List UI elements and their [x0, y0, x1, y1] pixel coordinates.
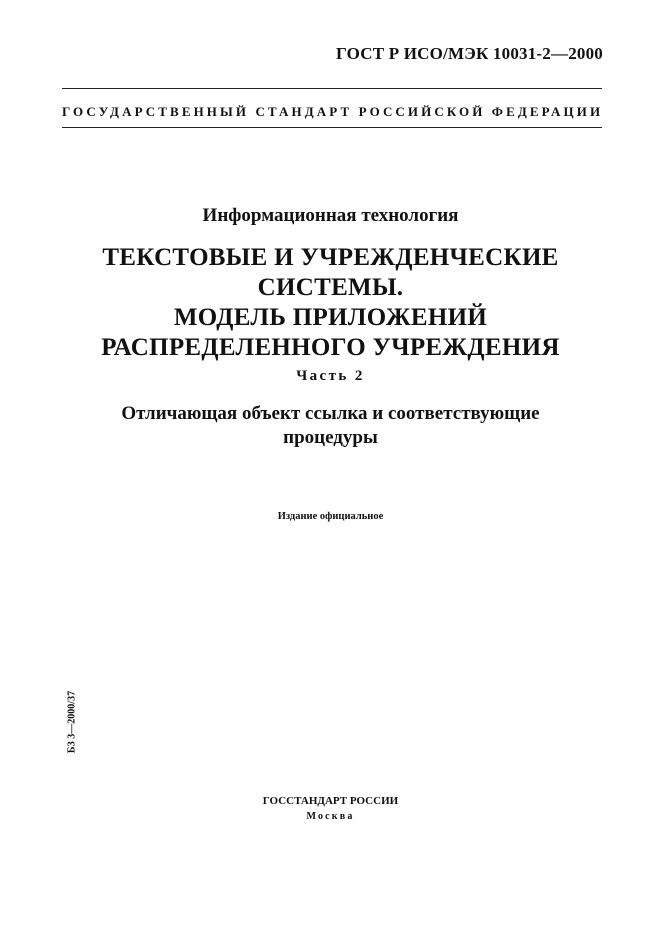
side-catalog-code: БЗ 3—2000/37 — [66, 690, 78, 754]
part-title — [60, 402, 601, 450]
main-title-line: ТЕКСТОВЫЕ И УЧРЕЖДЕНЧЕСКИЕ — [102, 244, 559, 271]
publisher-city: Москва — [306, 811, 355, 822]
main-title-line: СИСТЕМЫ. — [257, 274, 404, 301]
main-title-line: МОДЕЛЬ ПРИЛОЖЕНИЙ — [173, 304, 488, 331]
part-title-line: Отличающая объект ссылка и соответствующие — [121, 403, 540, 424]
state-standard-heading: ГОСУДАРСТВЕННЫЙ СТАНДАРТ РОССИЙСКОЙ ФЕДЕРАЦИИ — [62, 104, 604, 119]
bottom-rule — [62, 127, 602, 128]
part-label: Часть 2 — [296, 368, 365, 384]
edition-label: Издание официальное — [277, 511, 384, 522]
main-title-line: РАСПРЕДЕЛЕННОГО УЧРЕЖДЕНИЯ — [101, 334, 560, 361]
part-title-line: процедуры — [283, 427, 378, 448]
document-code: ГОСТ Р ИСО/МЭК 10031-2—2000 — [336, 44, 603, 63]
top-rule — [62, 88, 602, 89]
subject-heading: Информационная технология — [202, 205, 459, 226]
main-title — [60, 243, 601, 363]
publisher-name: ГОССТАНДАРТ РОССИИ — [262, 795, 399, 807]
